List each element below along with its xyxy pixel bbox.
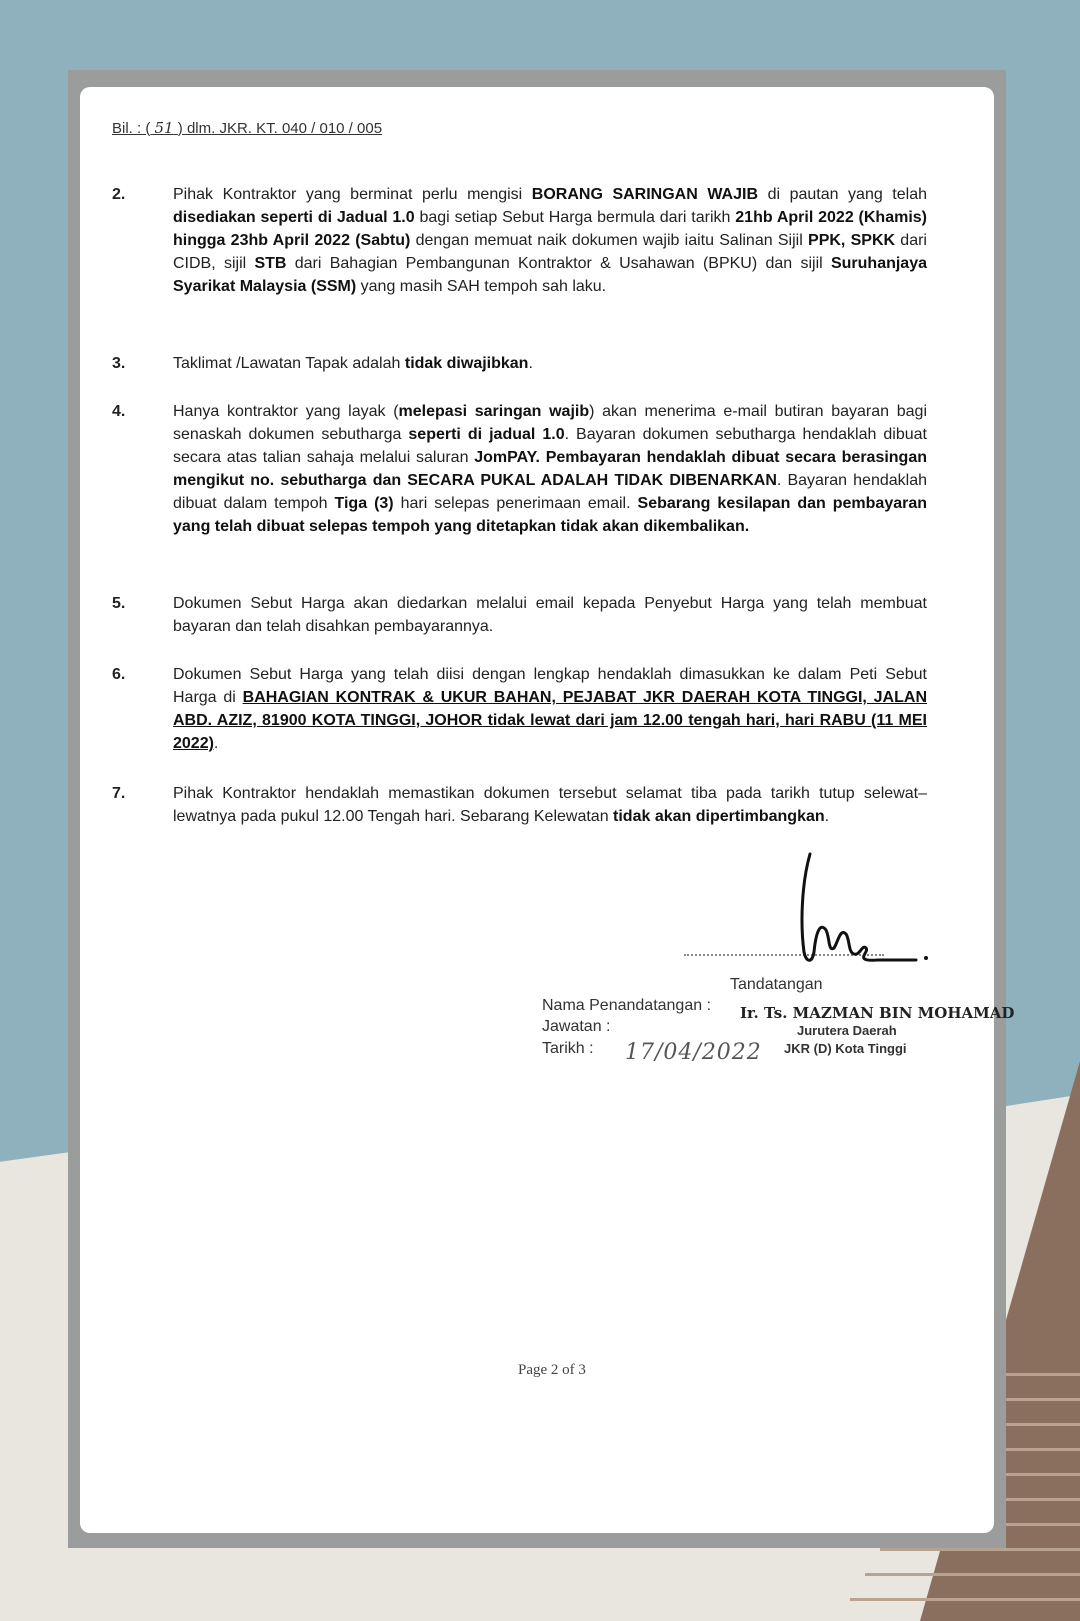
clause-text — [173, 352, 927, 375]
clause-text-bold: Tiga (3) — [334, 495, 394, 512]
clause-text-run: Dokumen Sebut Harga yang telah diisi dengan lengkap hendaklah dimasukkan ke dalam Peti Sebut Harga di — [173, 666, 927, 706]
clause-text-bold: 21hb April 2022 (Khamis) hingga 23hb April 2022 (Sabtu) — [173, 209, 928, 249]
clause-number: 5. — [112, 595, 126, 612]
signatory-name-label: Nama Penandatangan : — [542, 997, 712, 1014]
clause-text-run: bagi setiap Sebut Harga bermula dari tarikh — [414, 209, 736, 226]
clause-text — [173, 782, 927, 828]
clause-text-run: Pihak Kontraktor hendaklah memastikan dokumen tersebut selamat tiba pada tarikh tutup selewat–lewatnya pada pukul 12.00 Tengah hari. Sebarang Kelewatan — [173, 785, 927, 825]
page-number: Page 2 of 3 — [518, 1362, 586, 1378]
clause-text-bold: BORANG SARINGAN WAJIB — [531, 186, 759, 203]
reference-prefix: Bil. : ( — [112, 120, 151, 137]
clause-text-bold: seperti di jadual 1.0 — [408, 426, 565, 443]
reference-number — [112, 119, 382, 137]
clause-text-bold: JomPAY. Pembayaran hendaklah dibuat secara berasingan mengikut no. sebutharga dan SECARA PUKAL ADALAH TIDAK DIBENARKAN — [173, 449, 927, 489]
clause-text-run: Taklimat /Lawatan Tapak adalah — [173, 355, 405, 372]
clause-text — [173, 400, 927, 538]
clause-text-run: dengan memuat naik dokumen wajib iaitu Salinan Sijil — [410, 232, 809, 249]
clause-number: 7. — [112, 785, 126, 802]
clause-number: 2. — [112, 186, 126, 203]
reference-suffix: ) dlm. JKR. KT. 040 / 010 / 005 — [177, 120, 383, 137]
clause-text-run: . Bayaran hendaklah dibuat dalam tempoh — [173, 472, 927, 512]
clause-number: 4. — [112, 403, 126, 420]
clause-text-run: . — [824, 808, 830, 825]
clause-5 — [112, 592, 927, 638]
clause-text-bold: tidak diwajibkan — [404, 355, 529, 372]
clause-4 — [112, 400, 927, 538]
clause-text-bold-underlined: BAHAGIAN KONTRAK & UKUR BAHAN, PEJABAT JKR DAERAH KOTA TINGGI, JALAN ABD. AZIZ, 81900 KOTA TINGGI, JOHOR — [173, 689, 927, 729]
clause-number: 6. — [112, 666, 126, 683]
clause-7 — [112, 782, 927, 828]
clause-text-run: . — [528, 355, 533, 372]
clause-text-run: . Bayaran dokumen sebutharga hendaklah dibuat secara atas talian sahaja melalui saluran — [173, 426, 927, 466]
official-stamp-name: Ir. Ts. MAZMAN BIN MOHAMAD — [740, 1004, 1015, 1022]
clause-text — [173, 592, 927, 638]
position-label: Jawatan : — [542, 1018, 611, 1035]
clause-text-bold: Suruhanjaya Syarikat Malaysia (SSM) — [173, 255, 927, 295]
clause-text-bold: melepasi saringan wajib — [398, 403, 590, 420]
clause-text-bold: tidak akan dipertimbangkan — [613, 808, 825, 825]
official-stamp-position: Jurutera Daerah — [797, 1023, 897, 1038]
reference-handwritten-number: 51 — [154, 119, 174, 137]
clause-text-run: Dokumen Sebut Harga akan diedarkan melalui email kepada Penyebut Harga yang telah membuat bayaran dan telah disahkan pembayarannya. — [173, 595, 927, 635]
clause-3 — [112, 352, 927, 375]
clause-number: 3. — [112, 355, 126, 372]
clause-6 — [112, 663, 927, 755]
clause-text — [173, 183, 927, 298]
clause-text-run: dari Bahagian Pembangunan Kontraktor & Usahawan (BPKU) dan sijil — [286, 255, 831, 272]
clause-text-bold-underlined: tidak lewat dari jam 12.00 tengah hari, hari — [482, 712, 820, 729]
clause-text-run: hari selepas penerimaan email. — [393, 495, 638, 512]
clause-text-run: dari CIDB, sijil — [173, 232, 927, 272]
clause-text-run: Pihak Kontraktor yang berminat perlu mengisi — [173, 186, 532, 203]
clause-2 — [112, 183, 927, 298]
clause-text-run: di pautan yang telah — [758, 186, 927, 203]
handwritten-signature — [782, 852, 942, 982]
clause-text-run: . — [213, 735, 219, 752]
official-stamp-office: JKR (D) Kota Tinggi — [784, 1041, 907, 1056]
date-label: Tarikh : — [542, 1040, 594, 1057]
clause-text-run: yang masih SAH tempoh sah laku. — [356, 278, 607, 295]
clause-text-bold: Sebarang kesilapan dan pembayaran yang telah dibuat selepas tempoh yang ditetapkan tidak akan dikembalikan. — [173, 495, 928, 535]
clause-text-run: Hanya kontraktor yang layak ( — [173, 403, 399, 420]
clause-text-bold-underlined: RABU (11 MEI 2022) — [173, 712, 927, 752]
handwritten-date: 17/04/2022 — [625, 1040, 762, 1065]
clause-text-bold: PPK, SPKK — [808, 232, 896, 249]
clause-text-bold: disediakan seperti di Jadual 1.0 — [173, 209, 415, 226]
signature-caption: Tandatangan — [730, 976, 823, 993]
clause-text — [173, 663, 927, 755]
clause-text-run: ) akan menerima e-mail butiran bayaran bagi senaskah dokumen sebutharga — [173, 403, 928, 443]
clause-text-bold: STB — [254, 255, 287, 272]
